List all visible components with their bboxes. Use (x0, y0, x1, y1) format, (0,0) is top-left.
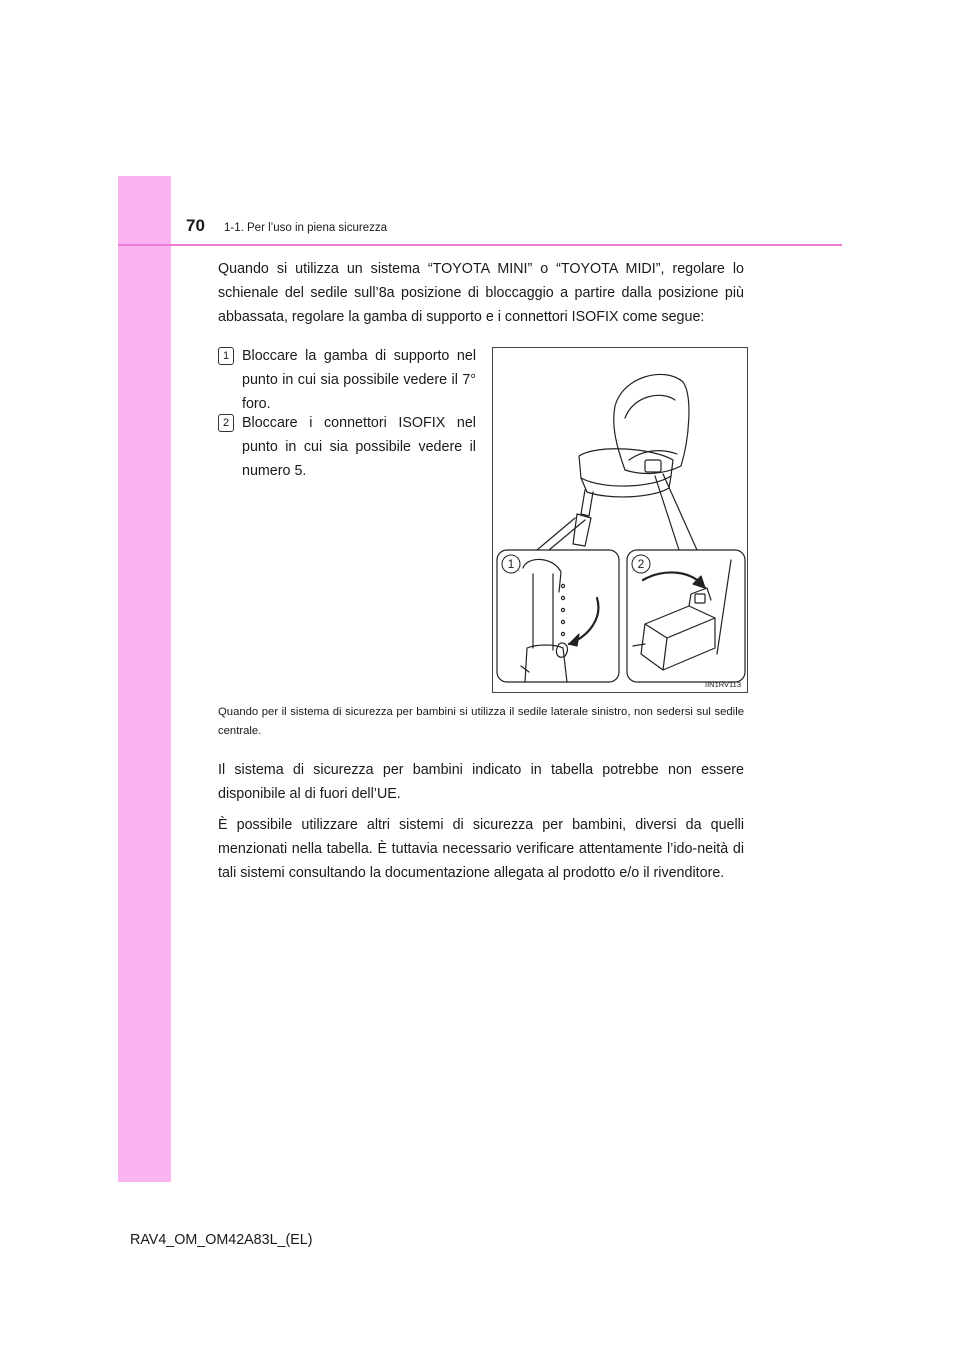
section-title: 1-1. Per l’uso in piena sicurezza (224, 222, 387, 234)
step-item (218, 344, 476, 416)
figure-code: IIN1RV113 (705, 680, 741, 689)
callout-1-label: 1 (507, 557, 515, 571)
step-item (218, 411, 476, 483)
child-seat-drawing (493, 348, 747, 692)
step-text: Bloccare la gamba di supporto nel punto in cui sia possibile vedere il 7° foro. (242, 348, 476, 412)
step-text: Bloccare i connettori ISOFIX nel punto in cui sia possibile vedere il numero 5. (242, 415, 476, 479)
sidebar-tab (118, 176, 171, 1182)
callout-2-label: 2 (637, 557, 645, 571)
paragraph-other-systems: È possibile utilizzare altri sistemi di sicurezza per bambini, diversi da quelli menzionati nella tabella. È tuttavia necessario verificare attentamente l’ido-neità di tali sistemi consultando la documentazione allegata al prodotto e/o il rivenditore. (218, 817, 744, 881)
step-number-badge: 1 (218, 347, 234, 365)
step-number-badge: 2 (218, 414, 234, 432)
footer-code: RAV4_OM_OM42A83L_(EL) (130, 1232, 313, 1248)
paragraph-eu-availability: Il sistema di sicurezza per bambini indicato in tabella potrebbe non essere disponibile al di fuori dell’UE. (218, 762, 744, 802)
intro-paragraph: Quando si utilizza un sistema “TOYOTA MINI” o “TOYOTA MIDI”, regolare lo schienale del sedile sull’8a posizione di bloccaggio a partire dalla posizione più abbassata, regolare la gamba di supporto e i connettori ISOFIX come segue: (218, 261, 744, 325)
note-text: Quando per il sistema di sicurezza per bambini si utilizza il sedile laterale sinistro, non sedersi sul sedile centrale. (218, 706, 744, 737)
page-number: 70 (186, 216, 205, 235)
child-seat-illustration (492, 347, 748, 693)
header-rule (118, 244, 842, 246)
